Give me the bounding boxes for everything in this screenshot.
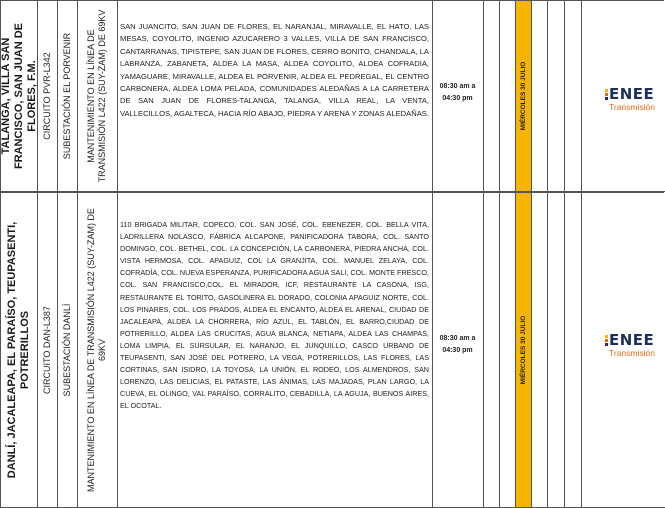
logo-cell [581,193,665,508]
municipality-text: DANLÍ, JACALEAPA, EL PARAÍSO, TEUPASENTI, POTRERILLOS [6,221,31,479]
schedule-row-1 [0,0,664,192]
work-description-cell [77,1,118,192]
circuit-cell [37,193,58,508]
affected-sectors-cell [117,193,433,508]
logo-subtitle: Transmisión [609,348,655,358]
logo-cell [581,1,665,192]
logo-subtitle: Transmisión [609,102,655,112]
circuit-text: CIRCUITO PVR-L342 [41,52,52,140]
time-cell [432,1,484,192]
enee-logo-icon [605,335,608,347]
logo-bar [605,343,608,346]
affected-sectors-cell [117,1,433,192]
logo-bar [605,93,608,96]
logo-word: ENEE [609,331,655,349]
blank-col-4 [547,193,565,508]
time-cell [432,193,484,508]
time-end: 04:30 pm [442,347,473,354]
logo-bar [605,339,608,342]
blank-col-5 [564,1,582,192]
blank-col-1 [483,193,500,508]
circuit-text: CIRCUITO DAN-L387 [41,306,52,394]
municipality-cell [1,1,38,192]
date-text: MIÉRCOLES 30 JULIO [519,315,527,385]
enee-logo-icon [605,89,608,101]
work-description-text: MANTENIMIENTO EN LÍNEA DE TRANSMISIÓN L422 (SUY-ZAM) DE 69KV [86,208,107,492]
date-cell [515,193,532,508]
work-description-cell [77,193,118,508]
blank-col-2 [499,193,516,508]
blank-col-2 [499,1,516,192]
blank-col-3 [531,1,548,192]
logo-word: ENEE [609,85,655,103]
logo-bar [605,335,608,338]
blank-col-5 [564,193,582,508]
circuit-cell [37,1,58,192]
logo-bar [605,89,608,92]
schedule-row-2 [0,192,664,508]
blank-col-3 [531,193,548,508]
enee-logo [605,333,655,358]
blank-col-1 [483,1,500,192]
date-text: MIÉRCOLES 30 JULIO [519,61,527,131]
municipality-cell [1,193,38,508]
substation-text: SUBESTACIÓN EL PORVENIR [61,32,72,160]
substation-text: SUBESTACIÓN DANLÍ [61,303,72,397]
affected-sectors-text: SAN JUANCITO, SAN JUAN DE FLORES, EL NARANJAL, MIRAVALLE, EL HATO, LAS MESAS, COYOLITO, INGENIO AZUCARERO 3 VALLES, VILLA DE SAN FRANCISCO, CANTARRANAS, TIPISTEPE, SAN JUAN DE FLORES, CERRO BONITO, CHANDALA, LA LABRANZA, ZABANETA, ALDEA LA MASA, ALDEA COYOLITO, ALDEA COFRADIA, YAMAGUARE, MIRAVALLE, ALDEA EL PORVENIR, ALDEA EL PEDREGAL, EL CENTRO CARBONERA, ALDEA LOMA PELADA, COMUNIDADES ALEDAÑAS A LA CARRETERA DE SAN JUAN DE FLORES-TALANGA, TALANGA, VILLA REAL, LA VENTA, VALLECILLOS, AGALTECA, HACIA RÍO ABAJO, PIEDRA Y ARENA Y ZONAS ALEDAÑAS. [120,22,429,118]
affected-sectors-text: 110 BRIGADA MILITAR, COPECO, COL. SAN JOSÉ, COL. EBENEZER, COL. BELLA VITA, LADRILLERA NOLASCO, FÁBRICA ALCAPONE, PANIFICADORA TABORA, COL. SANTO DOMINGO, COL. BETHEL, COL. LA CONCEPCIÓN, LA CARBONERA, PIEDRA ANCHA, COL. VISTA HERMOSA, COL. APAGUIZ, COL LA GRANJITA, COL. MANUEL ZELAYA, COL. COFRADÍA, COL. NUEVA ESPERANZA, PURIFICADORA AGUA SALI, COL. MONTE FRESCO, COL. SAN FRANCISCO,COL. EL MIRADOR, ICF, RESTAURANTE LA CASONA, ISG, RESTAURANTE EL TORITO, GASOLINERA EL DORADO, COLONIA APAGUIZ NORTE, COL. LOS PINARES, COL. LOS PRADOS, ALDEA EL ENCANTO, ALDEA EL ARENAL, CIUDAD DE JACALEAPA, ALDEA LA CHORRERA, RÍO AZUL, EL TABLÓN, EL BARRO,CIUDAD DE POTRERILLO, ALDEA LAS CRUCITAS, AGUA BLANCA, NETIAPA, ALDEA LAS CHAMPAS, LOMA LIMPIA, EL SURSULAR, EL NARANJO, EL JUNQUILLO, CASCO URBANO DE TEUPASENTI, SAN JOSÉ DEL POTRERO, LA VEGA, POTRERILLOS, LAS FLORES, LAS CORTINAS, SAN ISIDRO, LA TOYOSA, LA UNIÓN, EL RODEO, LOS ALMENDROS, SAN LORENZO, LAS DELICIAS, EL PATASTE, LAS ÁNIMAS, LAS MAJADAS, PLAN LARGO, LA CUEVA, EL OLINGO, VAL PARAÍSO, CORRALITO, CEBADILLA, LA AGUJA, BUENOS AIRES, EL OCOTAL. [120,220,429,411]
substation-cell [57,1,78,192]
time-end: 04:30 pm [442,95,473,102]
time-start: 08:30 am a [439,335,476,342]
substation-cell [57,193,78,508]
date-cell [515,1,532,192]
enee-logo [605,87,655,112]
time-start: 08:30 am a [439,83,476,90]
municipality-text: TALANGA, VILLA SAN FRANCISCO, SAN JUAN DE FLORES, F.M. [0,22,38,170]
blank-col-4 [547,1,565,192]
logo-bar [605,97,608,100]
work-description-text: MANTENIMIENTO EN LÍNEA DE TRANSMISIÓN L422 (SUY-ZAM) DE 69KV [86,9,107,183]
